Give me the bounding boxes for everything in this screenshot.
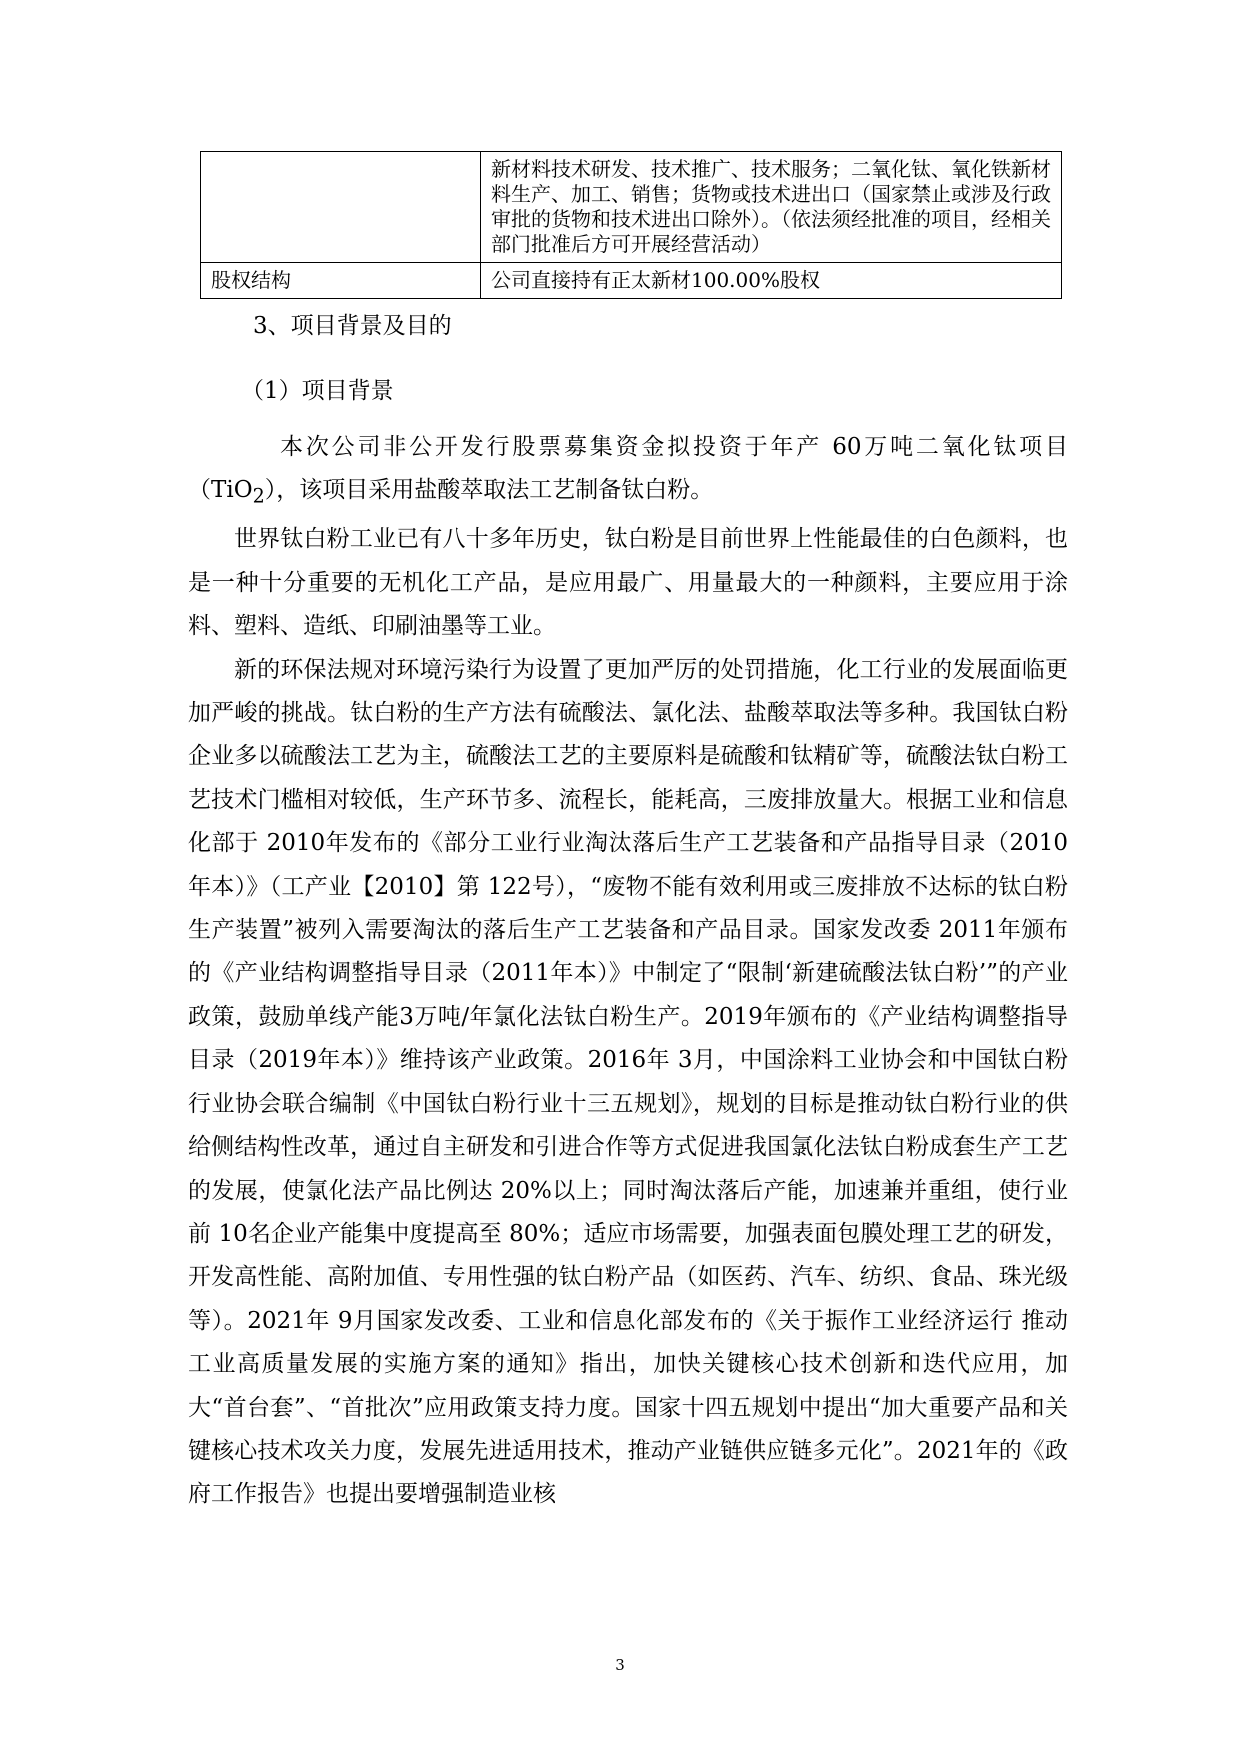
paragraph-policy-background: 新的环保法规对环境污染行为设置了更加严厉的处罚措施，化工行业的发展面临更加严峻的挑战。钛白粉的生产方法有硫酸法、氯化法、盐酸萃取法等多种。我国钛白粉企业多以硫酸法工艺为主，硫酸法工艺的主要原料是硫酸和钛精矿等，硫酸法钛白粉工艺技术门槛相对较低，生产环节多、流程长，能耗高，三废排放量大。根据工业和信息化部于 2010年发布的《部分工业行业淘汰落后生产工艺装备和产品指导目录（2010年本）》（工产业【2010】第 122号），“废物不能有效利用或三废排放不达标的钛白粉生产装置”被列入需要淘汰的落后生产工艺装备和产品目录。国家发改委 2011年颁布的《产业结构调整指导目录（2011年本）》中制定了“限制‘新建硫酸法钛白粉’”的产业政策，鼓励单线产能3万吨/年氯化法钛白粉生产。2019年颁布的《产业结构调整指导目录（2019年本）》维持该产业政策。2016年 3月，中国涂料工业协会和中国钛白粉行业协会联合编制《中国钛白粉行业十三五规划》，规划的目标是推动钛白粉行业的供给侧结构性改革，通过自主研发和引进合作等方式促进我国氯化法钛白粉成套生产工艺的发展，使氯化法产品比例达 20%以上；同时淘汰落后产能，加速兼并重组，使行业前 10名企业产能集中度提高至 80%；适应市场需要，加强表面包膜处理工艺的研发，开发高性能、高附加值、专用性强的钛白粉产品（如医药、汽车、纺织、食品、珠光级等）。2021年 9月国家发改委、工业和信息化部发布的《关于振作工业经济运行 推动工业高质量发展的实施方案的通知》指出，加快关键核心技术创新和迭代应用，加大“首台套”、“首批次”应用政策支持力度。国家十四五规划中提出“加大重要产品和关键核心技术攻关力度，发展先进适用技术，推动产业链供应链多元化”。2021年的《政府工作报告》也提出要增强制造业核 (188, 656, 1068, 1508)
page-number: 3 (615, 1656, 625, 1674)
table-row (201, 263, 1062, 299)
company-info-table (200, 151, 1062, 299)
body-text (188, 426, 1068, 1517)
table-row (201, 152, 1062, 263)
subscript-2: 2 (252, 485, 265, 508)
ownership-label-cell: 股权结构 (201, 263, 481, 299)
section-heading: 3、项目背景及目的 (253, 313, 452, 339)
table-cell-empty (201, 152, 481, 263)
paragraph-text: ），该项目采用盐酸萃取法工艺制备钛白粉。 (264, 477, 714, 504)
ownership-value-cell: 公司直接持有正太新材100.00%股权 (481, 263, 1062, 299)
paragraph-industry-history: 世界钛白粉工业已有八十多年历史，钛白粉是目前世界上性能最佳的白色颜料，也是一种十分重要的无机化工产品，是应用最广、用量最大的一种颜料，主要应用于涂料、塑料、造纸、印刷油墨等工业。 (188, 526, 1068, 640)
paragraph-project-intro (188, 426, 1068, 518)
subsection-heading: （1）项目背景 (241, 378, 394, 404)
paragraph-text: 本次公司非公开发行股票募集资金拟投资于年产 60万吨二氧化钛项目（TiO (188, 434, 1068, 504)
business-scope-cell: 新材料技术研发、技术推广、技术服务；二氧化钛、氧化铁新材料生产、加工、销售；货物或技术进出口（国家禁止或涉及行政审批的货物和技术进出口除外）。（依法须经批准的项目，经相关部门批准后方可开展经营活动） (481, 152, 1062, 263)
